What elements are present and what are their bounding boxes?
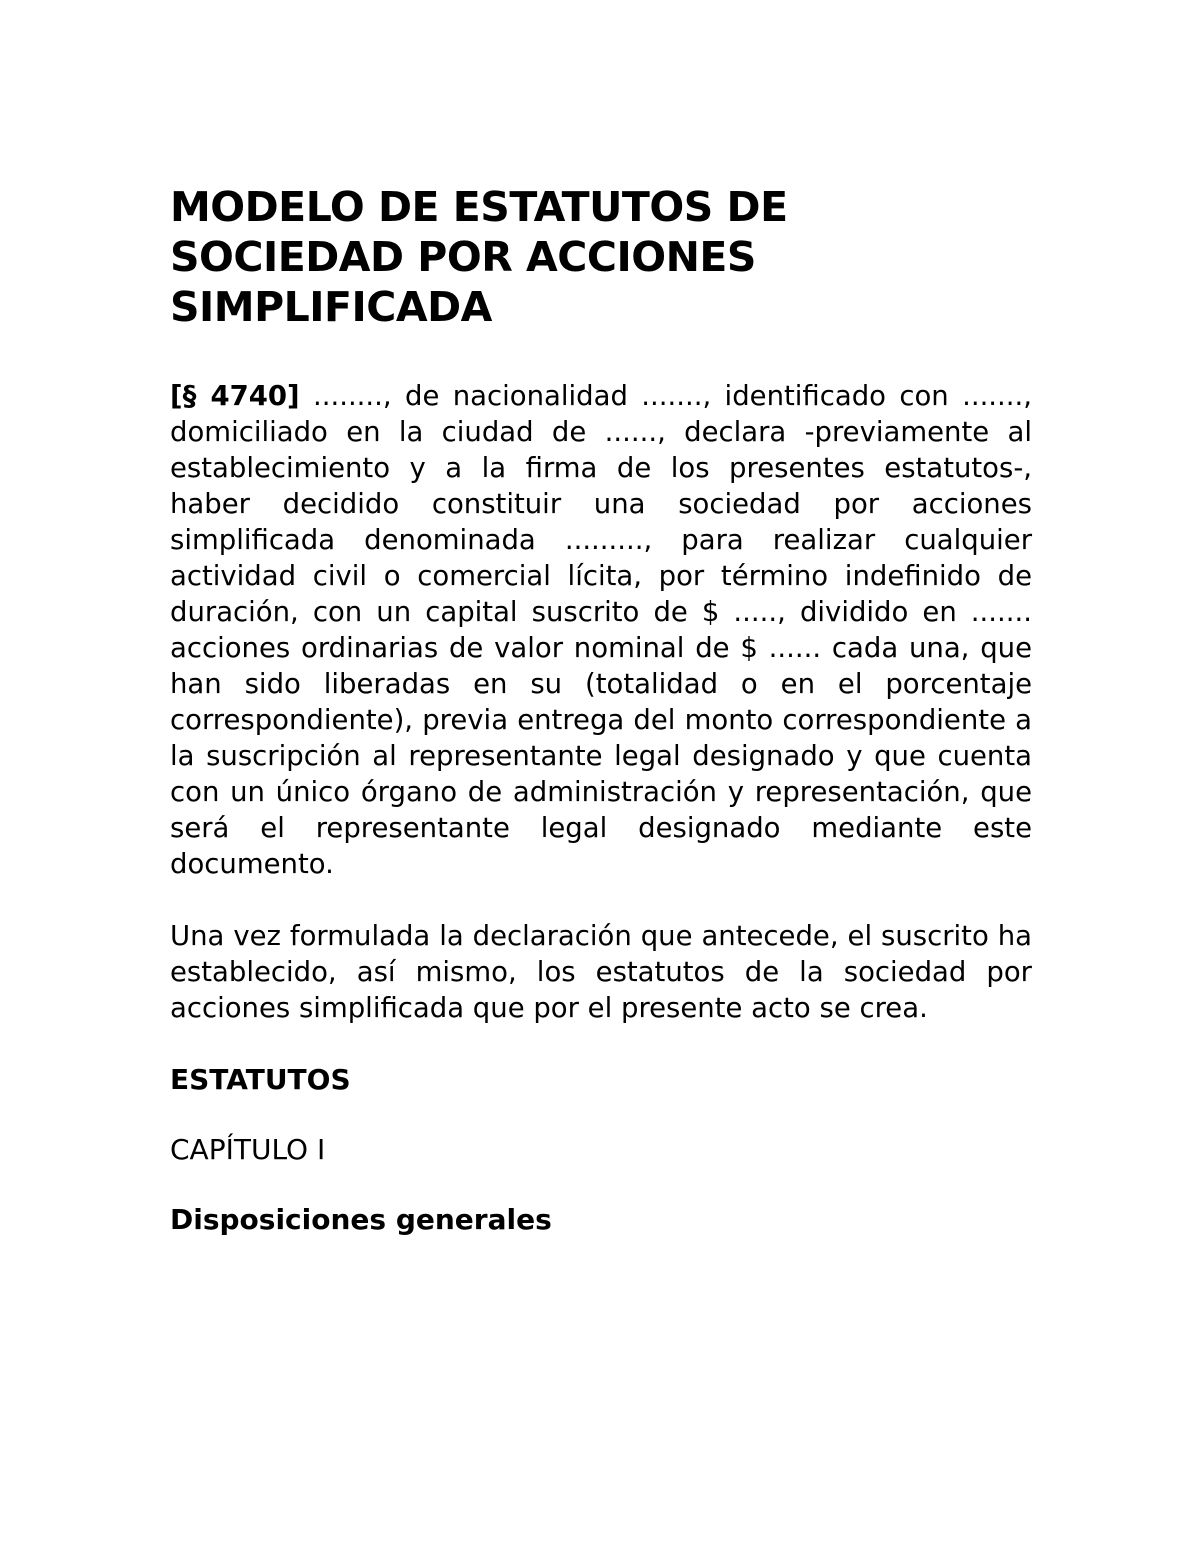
document-title: MODELO DE ESTATUTOS DE SOCIEDAD POR ACCIONES SIMPLIFICADA	[170, 183, 788, 331]
section-reference-label: [§ 4740]	[170, 380, 300, 412]
declaration-paragraph: Una vez formulada la declaración que antecede, el suscrito ha establecido, así mismo, los estatutos de la sociedad por acciones simplificada que por el presente acto se crea.	[170, 920, 1032, 1024]
heading-disposiciones-generales: Disposiciones generales	[170, 1203, 552, 1236]
intro-paragraph	[170, 378, 1032, 882]
heading-capitulo-i: CAPÍTULO I	[170, 1133, 326, 1166]
intro-paragraph-text: ........, de nacionalidad ......., identificado con ......., domiciliado en la ciudad de ......, declara -previamente al establecimiento y a la firma de los presentes estatutos-, haber decidido constituir una sociedad por acciones simplificada denominada ........., para realizar cualquier actividad civil o comercial lícita, por término indefinido de duración, con un capital suscrito de $ ....., dividido en ....... acciones ordinarias de valor nominal de $ ...... cada una, que han sido liberadas en su (totalidad o en el porcentaje correspondiente), previa entrega del monto correspondiente a la suscripción al representante legal designado y que cuenta con un único órgano de administración y representación, que será el representante legal designado mediante este documento.	[170, 380, 1033, 880]
heading-estatutos: ESTATUTOS	[170, 1063, 351, 1096]
document-content	[170, 182, 1032, 1272]
